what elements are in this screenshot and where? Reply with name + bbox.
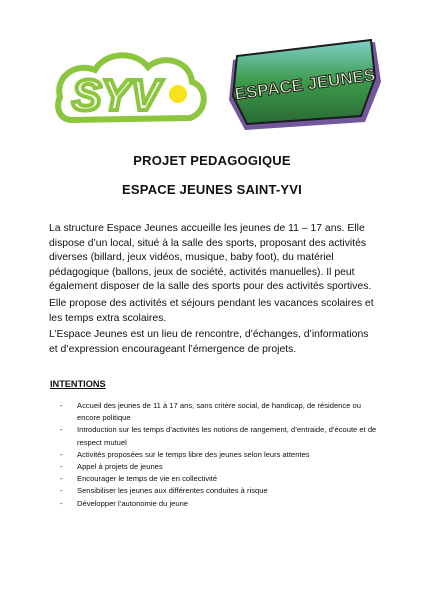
syv-logo-dot <box>169 85 187 103</box>
bullet-dash: - <box>60 401 63 410</box>
syv-logo-text: SYV <box>72 71 161 120</box>
list-item-text: Développer l’autonomie du jeune <box>77 498 189 508</box>
list-item-text: Introduction sur les temps d’activités les notions de rangement, d’entraide, d’écoute et de respect mutuel <box>77 425 377 447</box>
bullet-dash: - <box>60 498 63 508</box>
list-item-text: Appel à projets de jeunes <box>77 462 163 472</box>
page-title: PROJET PEDAGOGIQUE <box>133 153 291 168</box>
list-item-text: Sensibiliser les jeunes aux différentes conduites à risque <box>77 486 268 496</box>
paragraph-2: Elle propose des activités et séjours pendant les vacances scolaires et les temps extra scolaires. <box>49 298 374 324</box>
espace-jeunes-graffiti-logo <box>225 30 385 135</box>
list-item <box>60 485 380 497</box>
paragraph-3: L’Espace Jeunes est un lieu de rencontre, d’échanges, d’informations et d’expression encourageant l’émergence de projets. <box>49 329 369 355</box>
intentions-heading: INTENTIONS <box>50 379 106 389</box>
list-item-text: Encourager le temps de vie en collectivité <box>77 474 218 484</box>
list-item <box>60 498 380 510</box>
list-item <box>60 424 380 448</box>
list-item <box>60 400 380 424</box>
intentions-list <box>60 400 380 510</box>
espace-jeunes-logo-text: ESPACE JEUNES <box>233 65 377 104</box>
syv-logo <box>50 42 210 132</box>
intro-paragraph <box>49 222 377 295</box>
list-item <box>60 473 380 485</box>
list-item-text: Accueil des jeunes de 11 à 17 ans, sans critère social, de handicap, de résidence ou encore politique <box>77 401 361 423</box>
bullet-dash: - <box>60 449 63 459</box>
activities-paragraph <box>49 297 377 326</box>
bullet-dash: - <box>60 486 63 496</box>
list-item <box>60 449 380 461</box>
meeting-place-paragraph <box>49 328 377 357</box>
header-logos <box>0 0 424 130</box>
bullet-dash: - <box>60 474 63 484</box>
list-item-text: Activités proposées sur le temps libre des jeunes selon leurs attentes <box>77 449 310 459</box>
bullet-dash: - <box>60 425 63 435</box>
page-subtitle: ESPACE JEUNES SAINT-YVI <box>122 182 302 197</box>
bullet-dash: - <box>60 462 63 472</box>
paragraph-1: La structure Espace Jeunes accueille les jeunes de 11 – 17 ans. Elle dispose d’un local, situé à la salle des sports, proposant des activités diverses (billard, jeux vidéos, musique, baby foot), du matériel pédagogique (ballons, jeux de société, activités manuelles). Il peut également disposer de la salle des sports pour des activités sportives. <box>49 223 372 293</box>
list-item <box>60 461 380 473</box>
